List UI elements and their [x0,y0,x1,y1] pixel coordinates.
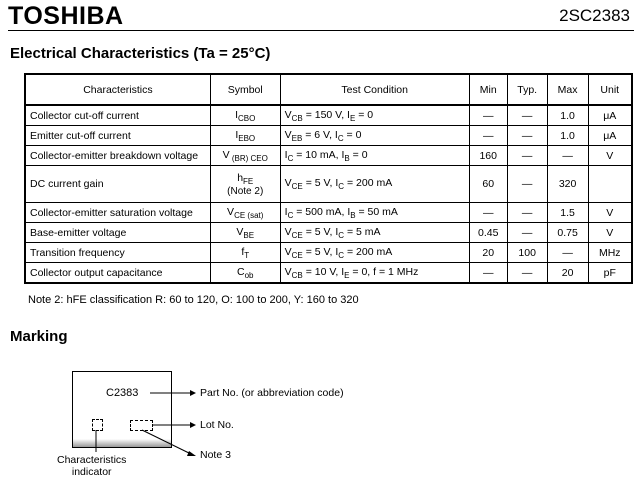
cell-max: 1.0 [547,126,588,146]
col-unit: Unit [588,74,632,105]
symbol-letter: V [227,205,235,218]
symbol-subscript: T [244,250,250,260]
col-min: Min [469,74,507,105]
symbol-letter: f [241,245,245,258]
cell-unit: pF [588,263,632,284]
cell-max: 0.75 [547,223,588,243]
cell-max: 1.0 [547,105,588,126]
cell-test-condition: $V_{CE} = 5$ V, $I_C = 200$ mA [280,243,469,263]
cell-characteristic: Collector output capacitance [25,263,210,284]
label-note-3: Note 3 [200,449,231,461]
col-characteristics: Characteristics [25,74,210,105]
cell-max: — [547,243,588,263]
symbol-subscript: BE [243,230,255,240]
cell-characteristic: Base-emitter voltage [25,223,210,243]
symbol-letter: C [236,265,245,278]
cell-test-condition: $I_C = 500$ mA, $I_B = 50$ mA [280,203,469,223]
cell-typ: — [507,146,547,166]
cell-unit: V [588,203,632,223]
cell-typ: — [507,126,547,146]
cell-unit: V [588,223,632,243]
cell-test-condition: $V_{CE} = 5$ V, $I_C = 200$ mA [280,166,469,203]
cell-min: — [469,126,507,146]
cell-min: 0.45 [469,223,507,243]
part-number: 2SC2383 [559,6,630,25]
cell-min: 160 [469,146,507,166]
label-characteristics-indicator [57,454,126,478]
cell-min: 20 [469,243,507,263]
cell-typ: — [507,166,547,203]
note-2-hfe-classification: Note 2: hFE classification R: 60 to 120, O: 100 to 200, Y: 160 to 320 [28,294,359,306]
symbol-letter: h [237,171,244,184]
symbol-subscript: EBO [238,133,256,143]
label-part-no: Part No. (or abbreviation code) [200,387,344,399]
cell-test-condition: $V_{CB} = 10$ V, $I_E = 0$, f = 1 MHz [280,263,469,284]
cell-characteristic: Emitter cut-off current [25,126,210,146]
cell-typ: — [507,263,547,284]
cell-typ: — [507,203,547,223]
toshiba-logo: TOSHIBA [8,2,124,30]
cell-max: 20 [547,263,588,284]
cell-test-condition: $V_{CB} = 150$ V, $I_E = 0$ [280,105,469,126]
symbol-letter: I [235,108,239,121]
cell-test-condition: $V_{EB} = 6$ V, $I_C = 0$ [280,126,469,146]
marking-title: Marking [10,328,68,345]
symbol-subscript: CBO [238,113,256,123]
symbol-letter: V [222,148,230,161]
cell-unit: MHz [588,243,632,263]
symbol-note: (Note 2) [227,185,264,197]
cell-characteristic: DC current gain [25,166,210,203]
cell-test-condition: $V_{CE} = 5$ V, $I_C = 5$ mA [280,223,469,243]
cell-max: — [547,146,588,166]
cell-typ: — [507,105,547,126]
cell-min: — [469,203,507,223]
cell-typ: 100 [507,243,547,263]
symbol-letter: V [236,225,244,238]
symbol-letter: I [235,128,239,141]
col-symbol: Symbol [210,74,280,105]
col-test-condition: Test Condition [280,74,469,105]
symbol-subscript: ob [244,270,254,280]
label-indicator-line1: Characteristics [57,454,127,466]
col-typ: Typ. [507,74,547,105]
cell-max: 320 [547,166,588,203]
cell-min: — [469,105,507,126]
cell-min: 60 [469,166,507,203]
cell-min: — [469,263,507,284]
cell-test-condition: $I_C = 10$ mA, $I_B = 0$ [280,146,469,166]
cell-unit: V [588,146,632,166]
cell-unit: μA [588,126,632,146]
symbol-subscript: CE (sat) [234,210,264,220]
label-indicator-line2: indicator [71,466,112,478]
cell-characteristic: Collector-emitter breakdown voltage [25,146,210,166]
symbol-subscript: (BR) CEO [229,153,268,163]
marking-code: C2383 [106,387,139,399]
cell-characteristic: Collector-emitter saturation voltage [25,203,210,223]
label-lot-no: Lot No. [200,419,234,431]
symbol-subscript: FE [243,176,254,186]
electrical-characteristics-title: Electrical Characteristics (Ta = 25°C) [10,45,271,62]
cell-max: 1.5 [547,203,588,223]
cell-characteristic: Transition frequency [25,243,210,263]
cell-characteristic: Collector cut-off current [25,105,210,126]
cell-unit: μA [588,105,632,126]
col-max: Max [547,74,588,105]
cell-typ: — [507,223,547,243]
